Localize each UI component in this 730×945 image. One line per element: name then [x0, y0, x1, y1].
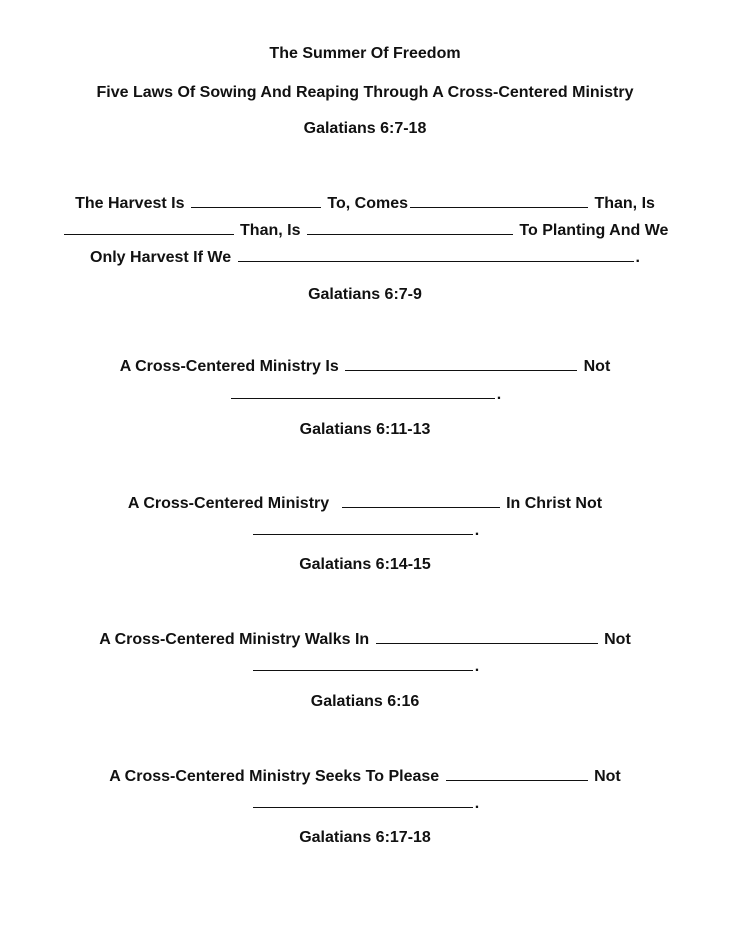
law1-line1	[0, 192, 730, 214]
fill-in-blank[interactable]	[307, 219, 513, 235]
law2-text-b: Not	[583, 358, 611, 375]
fill-in-blank[interactable]	[191, 192, 321, 208]
subtitle-text: Five Laws Of Sowing And Reaping Through A Cross-Centered Ministry	[96, 84, 634, 101]
law4-period: .	[474, 658, 480, 675]
law4-reference-text: Galatians 6:16	[310, 693, 420, 710]
law5-line1	[0, 765, 730, 787]
law2-text-a: A Cross-Centered Ministry Is	[119, 358, 339, 375]
law4-reference	[0, 692, 730, 712]
law1-text-f: Only Harvest If We	[90, 249, 232, 266]
law3-text-b: In Christ Not	[506, 495, 603, 512]
law1-text-e: To Planting And We	[519, 222, 669, 239]
law4-text-a: A Cross-Centered Ministry Walks In	[99, 631, 370, 648]
fill-in-blank[interactable]	[253, 792, 473, 808]
law1-text-a: The Harvest Is	[75, 195, 185, 212]
law1-line3	[0, 246, 730, 268]
law1-text-d: Than, Is	[240, 222, 301, 239]
law5-period: .	[474, 795, 480, 812]
law3-reference	[0, 555, 730, 575]
page-subtitle	[0, 83, 730, 103]
law3-text-a: A Cross-Centered Ministry	[127, 495, 330, 512]
page-title	[0, 44, 730, 64]
law4-text-b: Not	[604, 631, 631, 648]
law2-reference	[0, 420, 730, 440]
main-reference-text: Galatians 6:7-18	[303, 120, 427, 137]
law1-period: .	[635, 249, 640, 266]
law4-line1	[0, 628, 730, 650]
law5-reference-text: Galatians 6:17-18	[299, 829, 431, 846]
law3-reference-text: Galatians 6:14-15	[299, 556, 431, 573]
law1-text-b: To, Comes	[327, 195, 408, 212]
law1-text-c: Than, Is	[594, 195, 655, 212]
law5-reference	[0, 828, 730, 848]
fill-in-blank[interactable]	[342, 492, 500, 508]
fill-in-blank[interactable]	[231, 383, 495, 399]
law2-line2	[0, 383, 730, 405]
law3-line1	[0, 492, 730, 514]
law4-line2	[0, 655, 730, 677]
law1-reference	[0, 285, 730, 305]
law1-line2	[0, 219, 730, 241]
fill-in-blank[interactable]	[238, 246, 634, 262]
law5-text-a: A Cross-Centered Ministry Seeks To Please	[109, 768, 440, 785]
title-text: The Summer Of Freedom	[269, 45, 461, 62]
law3-period: .	[474, 522, 480, 539]
fill-in-blank[interactable]	[410, 192, 588, 208]
fill-in-blank[interactable]	[253, 655, 473, 671]
law5-line2	[0, 792, 730, 814]
fill-in-blank[interactable]	[446, 765, 588, 781]
law1-reference-text: Galatians 6:7-9	[308, 286, 422, 303]
fill-in-blank[interactable]	[376, 628, 598, 644]
law2-period: .	[496, 386, 502, 403]
fill-in-blank[interactable]	[64, 219, 234, 235]
law5-text-b: Not	[594, 768, 621, 785]
law2-line1	[0, 355, 730, 377]
law3-line2	[0, 519, 730, 541]
law2-reference-text: Galatians 6:11-13	[299, 421, 431, 438]
fill-in-blank[interactable]	[253, 519, 473, 535]
main-scripture-reference	[0, 119, 730, 139]
fill-in-blank[interactable]	[345, 355, 577, 371]
